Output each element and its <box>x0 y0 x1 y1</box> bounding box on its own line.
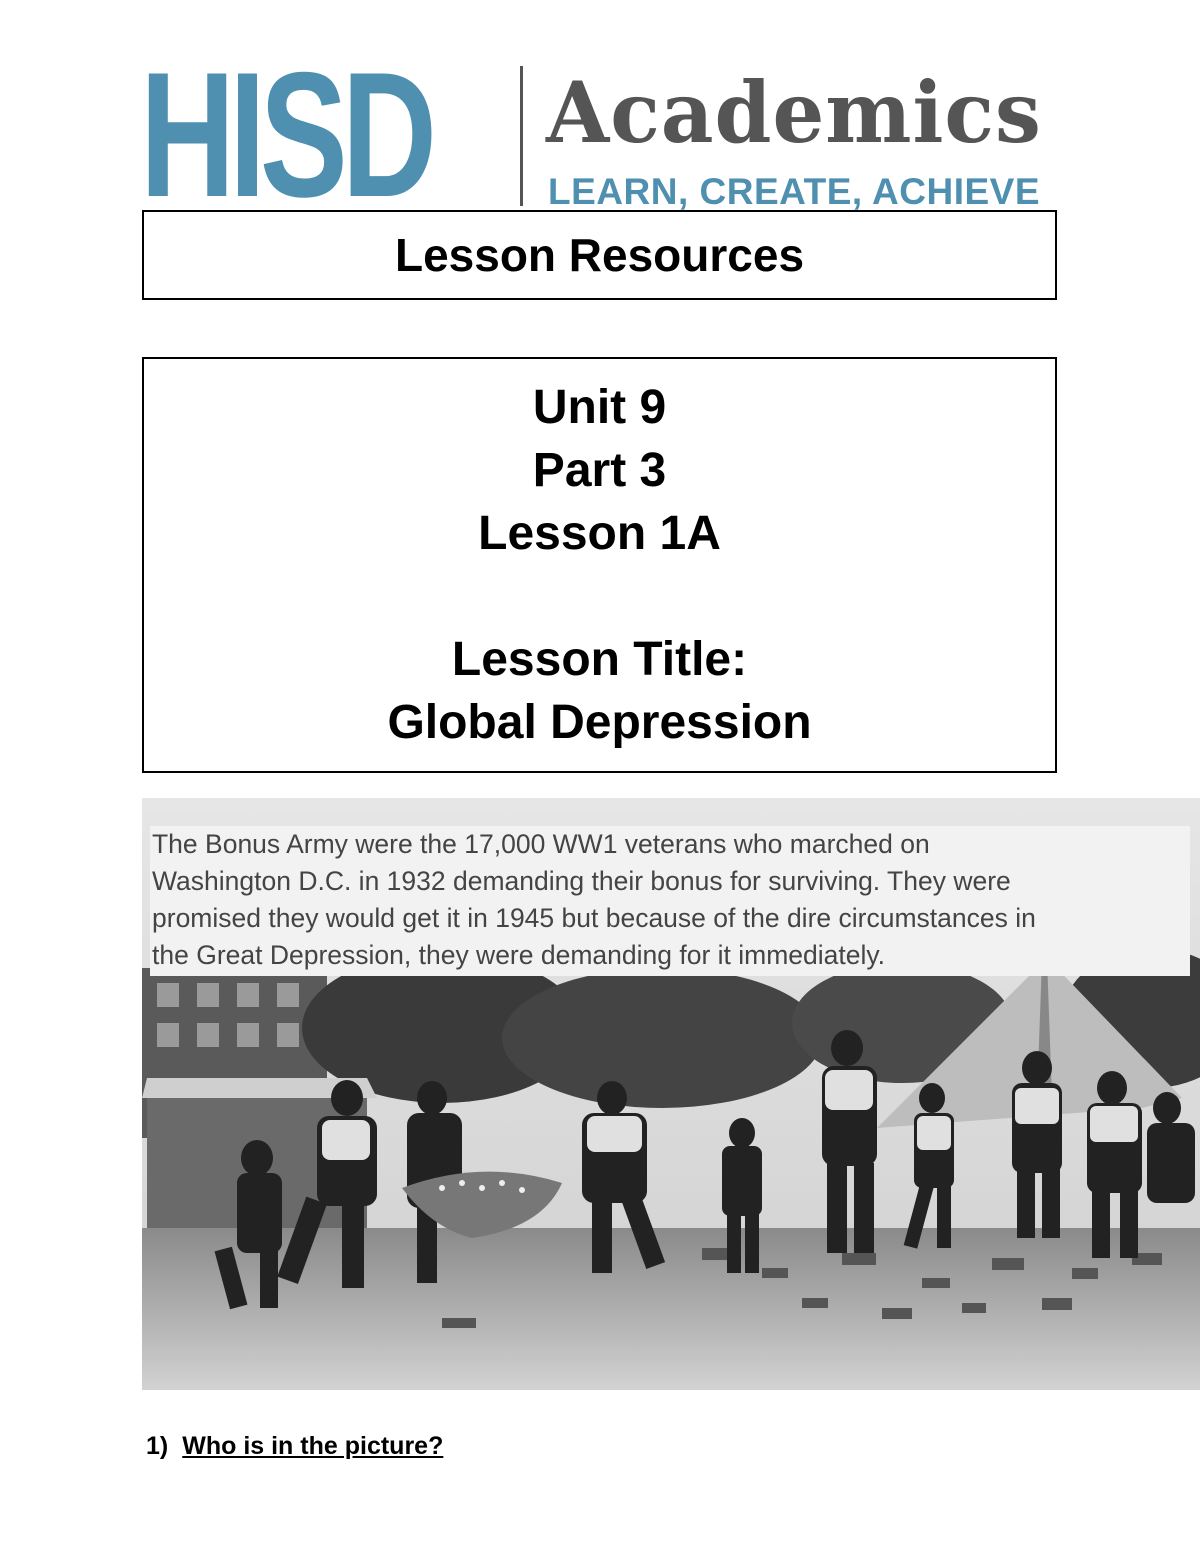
logo-divider <box>520 66 523 206</box>
caption-line: the Great Depression, they were demanding for it immediately. <box>152 940 886 970</box>
question-item <box>146 1432 443 1461</box>
question-number: 1) <box>146 1432 169 1460</box>
lesson-resources-header: Lesson Resources <box>142 210 1057 300</box>
caption-line: promised they would get it in 1945 but because of the dire circumstances in <box>152 903 1036 933</box>
logo-name: Academics <box>546 63 1042 162</box>
hisd-academics-logo <box>140 35 1065 234</box>
spacer <box>144 565 1055 628</box>
caption-line: The Bonus Army were the 17,000 WW1 veterans who marched on <box>152 829 930 859</box>
photo-caption <box>152 826 1192 974</box>
unit-number: Unit 9 <box>532 381 667 434</box>
part-number: Part 3 <box>532 444 667 497</box>
logo-tagline: LEARN, CREATE, ACHIEVE <box>548 171 1041 212</box>
lesson-info-box <box>142 357 1057 773</box>
lesson-title: Global Depression <box>387 696 812 749</box>
logo-brand: HISD <box>140 35 432 234</box>
caption-line: Washington D.C. in 1932 demanding their bonus for surviving. They were <box>152 866 1011 896</box>
question-text: Who is in the picture? <box>182 1432 444 1460</box>
lesson-title-label: Lesson Title: <box>451 633 748 686</box>
lesson-number: Lesson 1A <box>478 507 721 560</box>
